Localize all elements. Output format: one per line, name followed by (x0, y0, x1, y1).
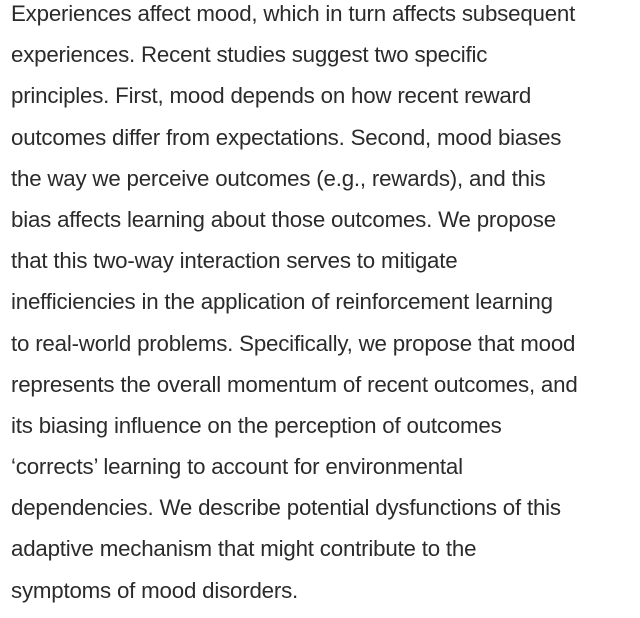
abstract-line: represents the overall momentum of recent outcomes, and (11, 371, 578, 397)
abstract-paragraph (11, 0, 636, 618)
abstract-line: outcomes differ from expectations. Second, mood biases (11, 124, 562, 150)
abstract-line: Experiences affect mood, which in turn affects subsequent (11, 1, 576, 26)
abstract-line: inefficiencies in the application of reinforcement learning (11, 289, 553, 315)
abstract-line: the way we perceive outcomes (e.g., rewards), and this (11, 165, 546, 191)
abstract-line: its biasing influence on the perception of outcomes (11, 412, 502, 438)
abstract-line: to real-world problems. Specifically, we propose that mood (11, 330, 576, 356)
abstract-line: ‘corrects’ learning to account for environmental (11, 454, 463, 480)
abstract-line: dependencies. We describe potential dysfunctions of this (11, 495, 561, 521)
abstract-line: symptoms of mood disorders. (11, 577, 299, 603)
abstract-line: bias affects learning about those outcomes. We propose (11, 206, 556, 232)
abstract-line: adaptive mechanism that might contribute to the (11, 536, 477, 562)
abstract-line: that this two-way interaction serves to mitigate (11, 248, 458, 274)
abstract-line: principles. First, mood depends on how recent reward (11, 83, 532, 109)
abstract-line: experiences. Recent studies suggest two specific (11, 42, 488, 68)
